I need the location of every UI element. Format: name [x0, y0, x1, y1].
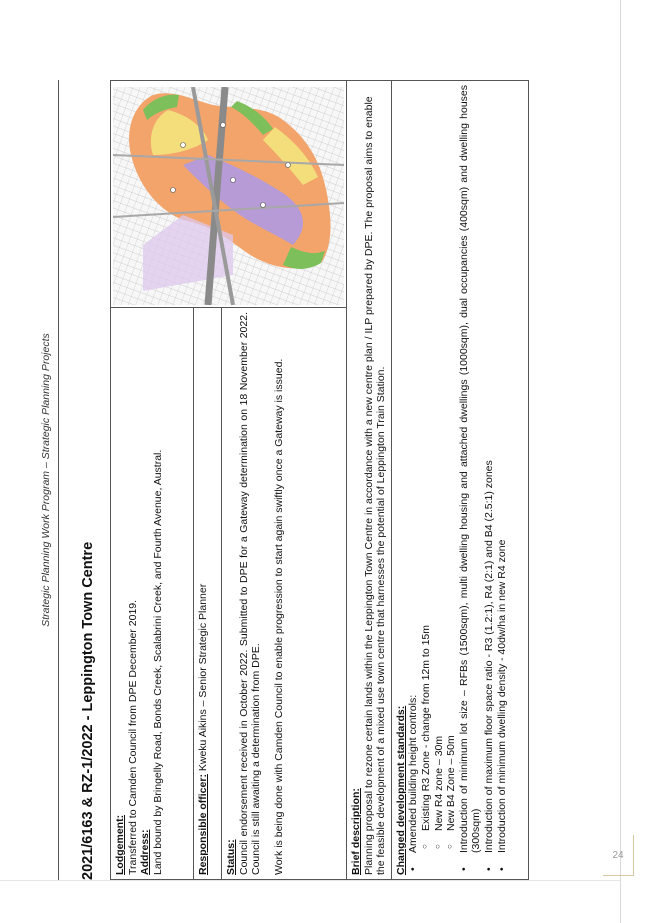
officer-text: Kweku Aikins – Senior Strategic Planner: [196, 583, 209, 772]
list-item: ○ Existing R3 Zone - change from 12m to 15m: [420, 85, 433, 831]
running-head: Strategic Planning Work Program – Strategic Planning Projects: [40, 333, 52, 627]
leppington-centre-plan-map: [113, 87, 344, 305]
address-label: Address:: [139, 829, 152, 875]
standards-label: Changed development standards:: [394, 705, 407, 875]
officer-cell: [193, 308, 221, 880]
list-item: ○ New B4 Zone – 50m: [445, 85, 458, 831]
page-title: 2021/6163 & RZ-1/2022 - Leppington Town Centre: [80, 541, 96, 880]
list-item: • Introduction of minimum dwelling density - 40dw/ha in new R4 zone: [496, 85, 509, 859]
lodgement-label: Lodgement:: [114, 814, 126, 875]
status-paragraph-1: Council endorsement received in October 2022. Submitted to DPE for a Gateway determination on 18 November 2022. Council is still awaiting a determination from DPE.: [237, 312, 263, 875]
list-item: • Introduction of maximum floor space ratio - R3 (1.2:1), R4 (2:1) and B4 (2.5:1) zones: [483, 85, 496, 859]
list-item: [407, 85, 457, 859]
rotated-page-content: [40, 80, 560, 880]
standards-list: [407, 85, 508, 875]
brief-label: Brief description:: [350, 788, 362, 875]
list-item: ○ New R4 zone – 30m: [433, 85, 446, 831]
officer-label: Responsible officer:: [196, 774, 209, 875]
header-rule: [58, 80, 59, 880]
development-standards-cell: [391, 81, 528, 880]
map-cell: [111, 81, 347, 308]
brief-description-cell: [347, 81, 392, 880]
page-bottom-edge: [0, 880, 620, 881]
centre-plan-map-image: [113, 87, 344, 305]
lodgement-text: Transferred to Camden Council from DPE December 2019.: [126, 599, 139, 875]
height-controls-sublist: [420, 85, 458, 853]
standard-height-controls: Amended building height controls:: [407, 694, 420, 853]
status-label: Status:: [225, 839, 237, 875]
status-cell: [222, 308, 347, 880]
page-edge: [620, 0, 621, 923]
project-table: [110, 80, 529, 880]
address-text: Land bound by Bringelly Road, Bonds Creek, Scalabrini Creek, and Fourth Avenue, Austral.: [151, 449, 164, 875]
list-item: • Introduction of minimum lot size – RFBs (1500sqm), multi dwelling housing and attached dwellings (1000sqm), dual occupancies (400sqm) and dwelling houses (300sqm): [458, 85, 483, 859]
page-number: 24: [612, 849, 624, 861]
status-paragraph-2: Work is being done with Camden Council to enable progression to start again swiftly once a Gateway is issued.: [272, 358, 285, 875]
brief-text: Planning proposal to rezone certain lands within the Leppington Town Centre in accordance with a new centre plan / ILP prepared by DPE. The proposal aims to enable the feasible development of a mixed use town centre that harnesses the potential of Leppington Train Station.: [362, 96, 388, 875]
lodgement-cell: [111, 308, 194, 880]
